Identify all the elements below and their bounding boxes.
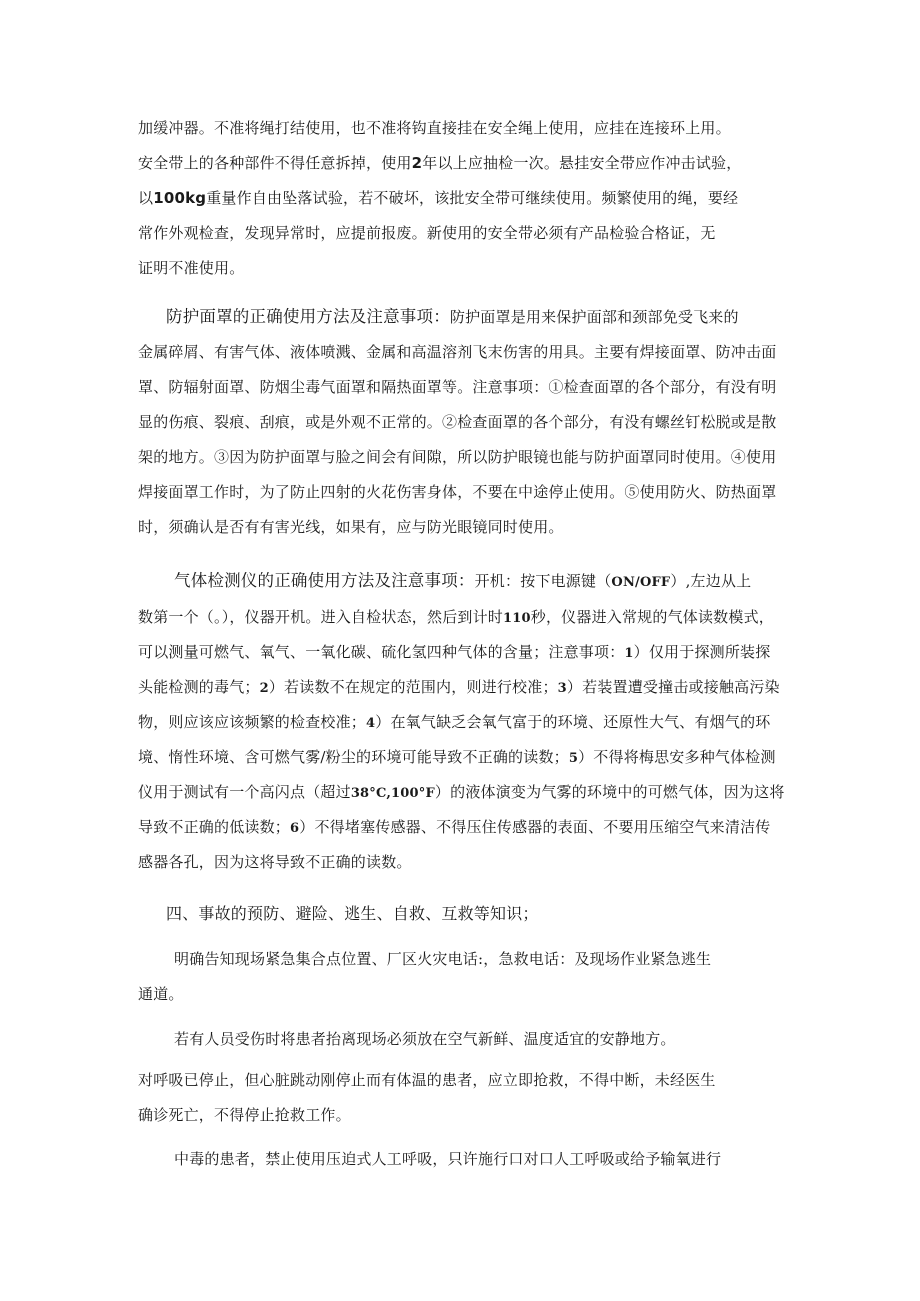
safety-belt-text-line: 加缓冲器。不准将绳打结使用，也不准将钩直接挂在安全绳上使用，应挂在连接环上用。 (138, 119, 731, 137)
gas-detector-text-line: 仪用于测试有一个高闪点（超过38°C,100°F）的液体演变为气雾的环境中的可燃气体，因为这将 (138, 783, 785, 801)
gas-detector-text-line: 导致不正确的低读数；6）不得堵塞传感器、不得压住传感器的表面、不要用压缩空气来清洁传 (138, 818, 771, 836)
face-shield-text-line: 显的伤痕、裂痕、刮痕，或是外观不正常的。②检查面罩的各个部分，有没有螺丝钉松脱或是散 (138, 413, 777, 431)
gas-detector-text-line: 物，则应该应该频繁的检查校准；4）在氧气缺乏会氧气富于的环境、还原性大气、有烟气的环 (138, 713, 771, 731)
gas-detector-text-line: 境、惰性环境、含可燃气雾/粉尘的环境可能导致不正确的读数；5）不得将梅思安多种气体检测 (138, 748, 776, 766)
face-shield-text-line: 架的地方。③因为防护面罩与脸之间会有间隙，所以防护眼镜也能与防护面罩同时使用。④使用 (138, 448, 777, 466)
face-shield-text-line: 焊接面罩工作时，为了防止四射的火花伤害身体，不要在中途停止使用。⑤使用防火、防热面罩 (138, 483, 777, 501)
section-4-title: 四、事故的预防、避险、逃生、自救、互救等知识； (166, 904, 539, 923)
gas-detector-text-line: 头能检测的毒气；2）若读数不在规定的范围内，则进行校准；3）若装置遭受撞击或接触高污染 (138, 678, 780, 696)
face-shield-heading: 防护面罩的正确使用方法及注意事项： (166, 307, 450, 326)
gas-detector-text-line: 数第一个（。），仪器开机。进入自检状态，然后到计时110秒，仪器进入常规的气体读数模式， (138, 608, 774, 626)
face-shield-text-line: 时，须确认是否有有害光线，如果有，应与防光眼镜同时使用。 (138, 518, 564, 536)
emergency-assembly-text-line: 明确告知现场紧急集合点位置、厂区火灾电话:，急救电话：及现场作业紧急逃生 (174, 950, 712, 968)
face-shield-text-line: 金属碎屑、有害气体、液体喷溅、金属和高温溶剂飞末伤害的用具。主要有焊接面罩、防冲击面 (138, 343, 777, 361)
resuscitation-text-line: 确诊死亡，不得停止抢救工作。 (138, 1106, 351, 1124)
safety-belt-text-line: 常作外观检查，发现异常时，应提前报废。新使用的安全带必须有产品检验合格证，无 (138, 224, 716, 242)
gas-detector-paragraph-first-line: 气体检测仪的正确使用方法及注意事项：开机：按下电源键（ON/OFF）,左边从上 (174, 571, 752, 590)
gas-detector-text-line: 感器各孔，因为这将导致不正确的读数。 (138, 853, 412, 871)
safety-belt-text-line: 安全带上的各种部件不得任意拆掉，使用2年以上应抽检一次。悬挂安全带应作冲击试验， (138, 154, 742, 172)
poisoning-text-line: 中毒的患者，禁止使用压迫式人工呼吸，只许施行口对口人工呼吸或给予输氧进行 (174, 1150, 722, 1168)
emergency-assembly-text-line: 通道。 (138, 985, 184, 1003)
safety-belt-text-line: 以100kg重量作自由坠落试验，若不破坏，该批安全带可继续使用。频繁使用的绳，要经 (138, 189, 739, 207)
gas-detector-heading: 气体检测仪的正确使用方法及注意事项： (174, 571, 475, 590)
safety-belt-text-line: 证明不准使用。 (138, 259, 245, 277)
face-shield-paragraph-first-line: 防护面罩的正确使用方法及注意事项：防护面罩是用来保护面部和颈部免受飞来的 (166, 307, 739, 326)
face-shield-text-line: 罩、防辐射面罩、防烟尘毒气面罩和隔热面罩等。注意事项：①检查面罩的各个部分，有没有明 (138, 378, 777, 396)
gas-detector-text-line: 可以测量可燃气、氧气、一氧化碳、硫化氢四种气体的含量；注意事项：1）仅用于探测所装探 (138, 643, 771, 661)
injured-person-text-line: 若有人员受伤时将患者抬离现场必须放在空气新鲜、温度适宜的安静地方。 (174, 1030, 676, 1048)
resuscitation-text-line: 对呼吸已停止，但心脏跳动刚停止而有体温的患者，应立即抢救，不得中断，未经医生 (138, 1071, 716, 1089)
